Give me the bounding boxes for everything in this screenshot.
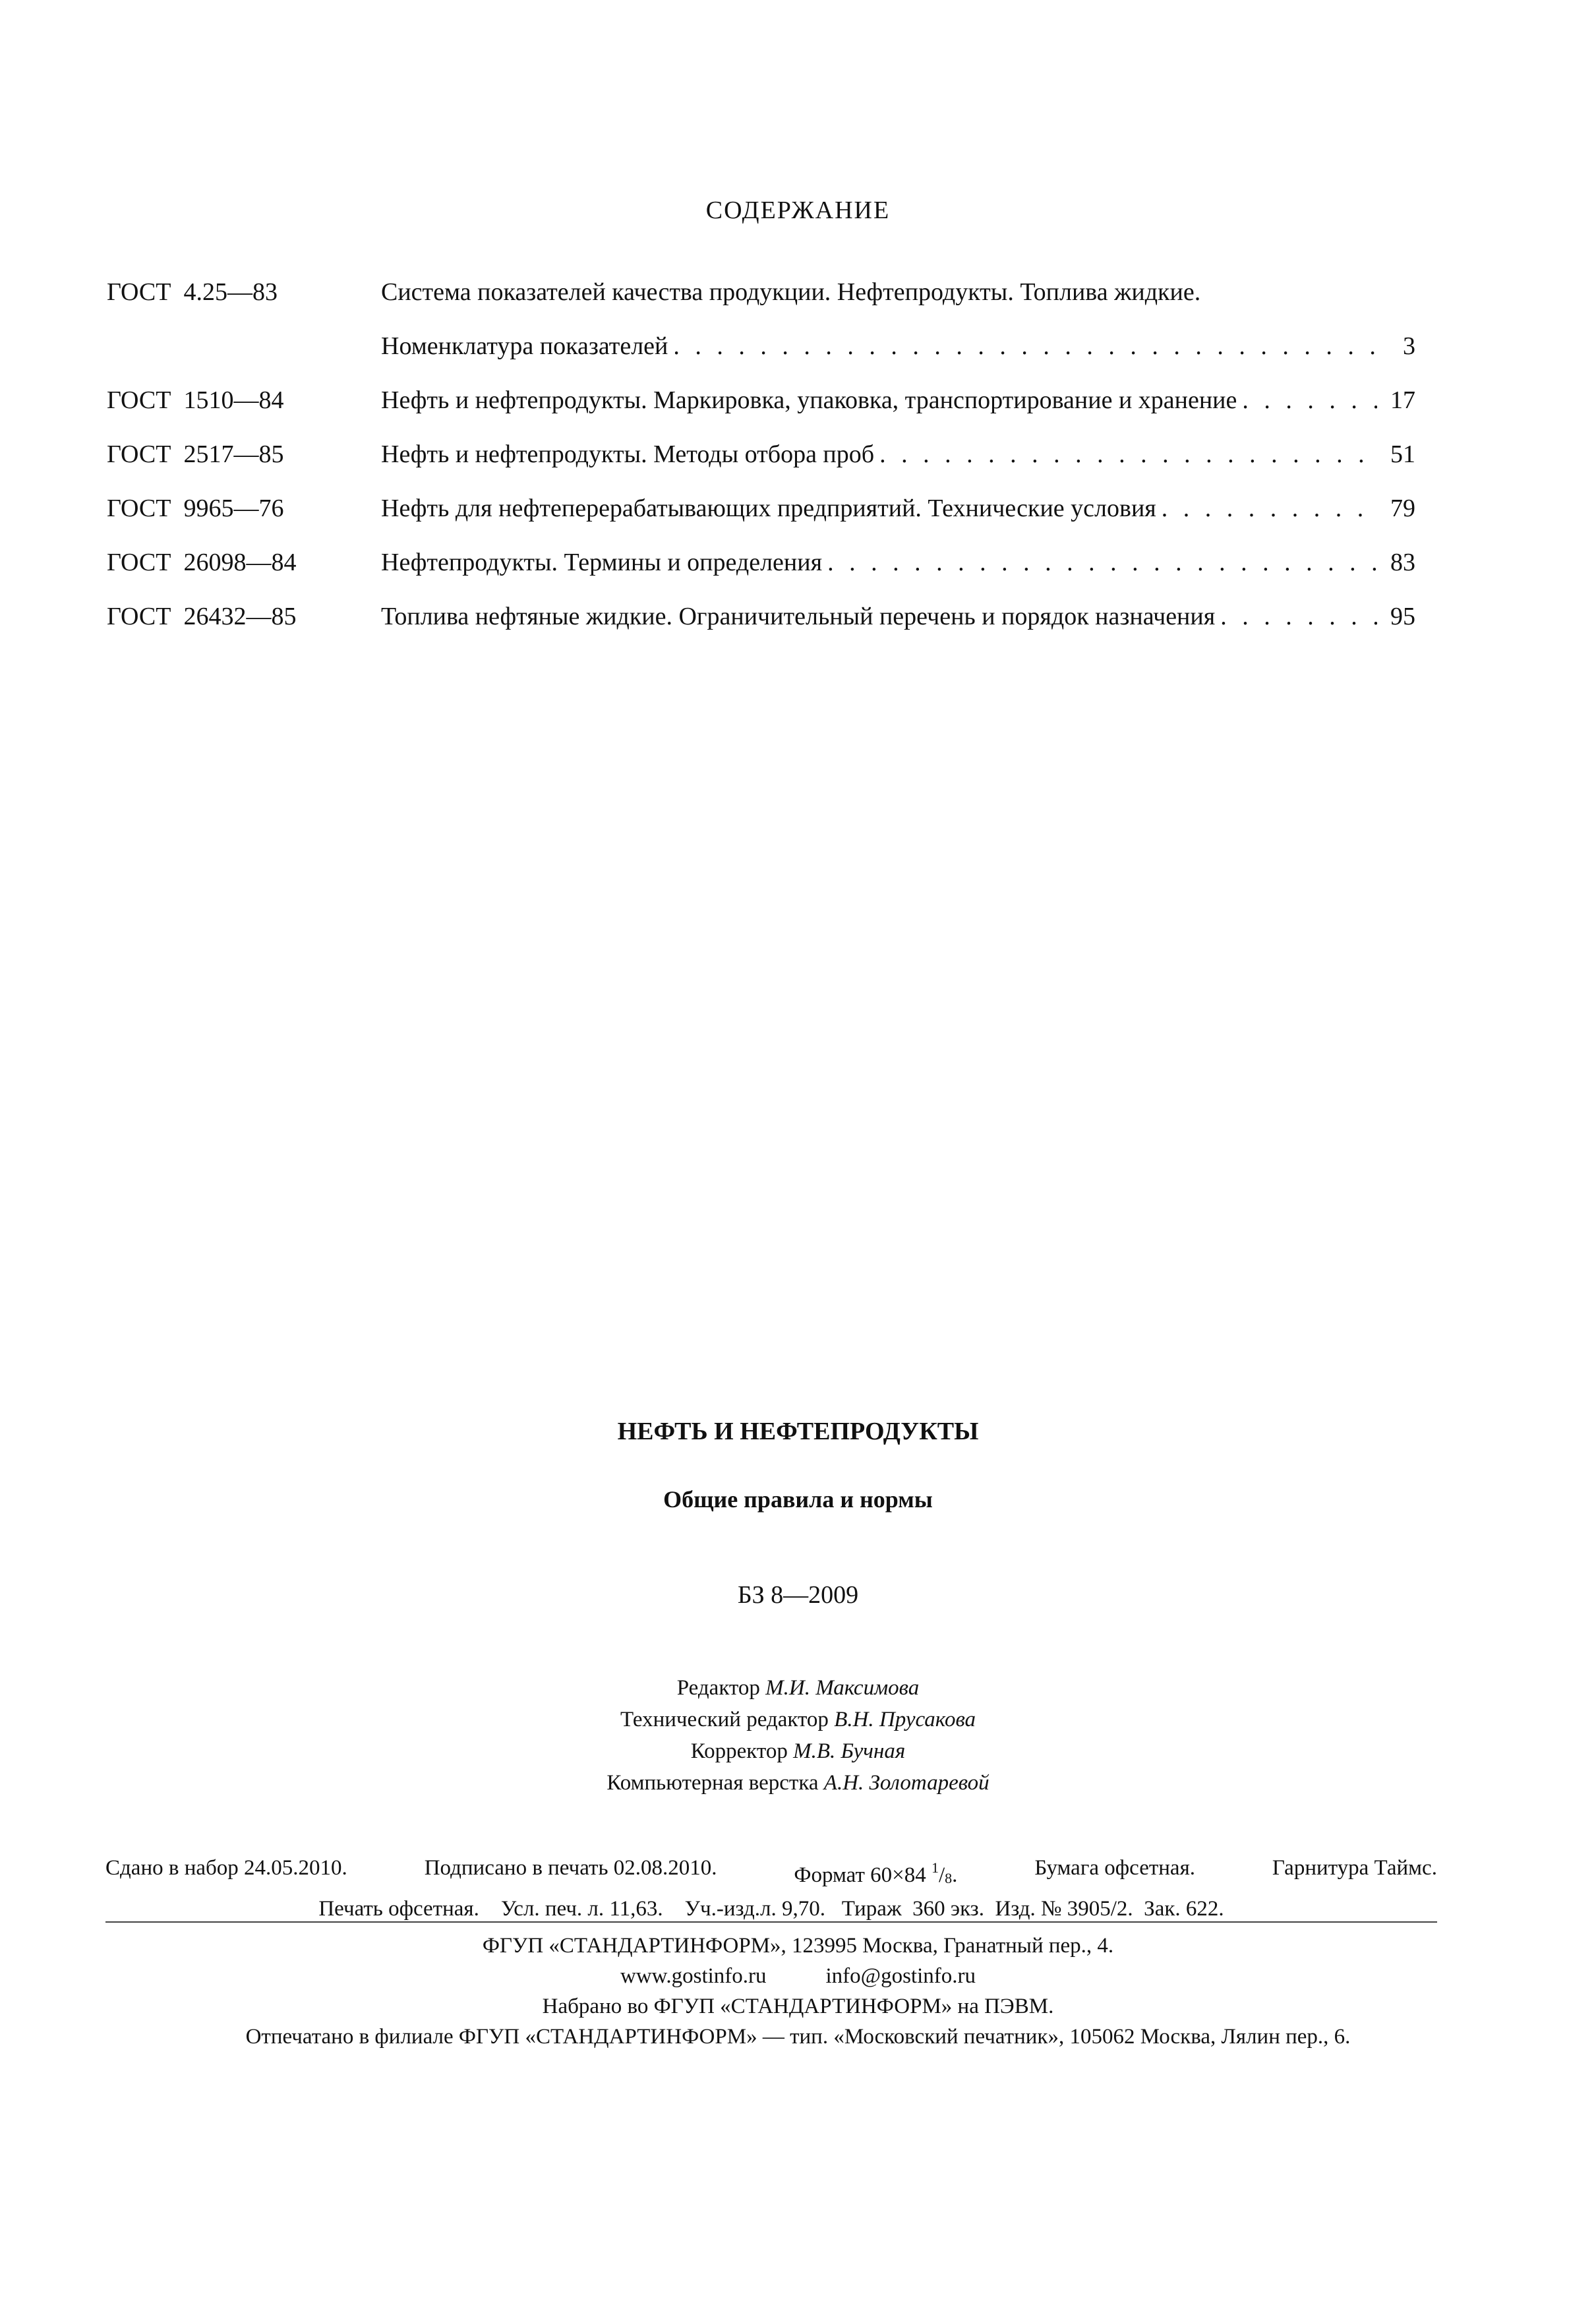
publisher-address: ФГУП «СТАНДАРТИНФОРМ», 123995 Москва, Гранатный пер., 4. — [482, 1934, 1114, 1958]
credit-name: М.В. Бучная — [793, 1739, 906, 1763]
imprint-line — [105, 1853, 1437, 1894]
toc-entry — [107, 493, 1415, 547]
toc-dot-leader — [673, 331, 1377, 361]
imprint-divider — [105, 1921, 1437, 1923]
publisher-typeset-note: Набрано во ФГУП «СТАНДАРТИНФОРМ» на ПЭВМ. — [542, 1995, 1054, 2018]
credit-name: А.Н. Золотаревой — [823, 1771, 990, 1795]
toc-entry-page: 79 — [1390, 495, 1415, 522]
publisher-contacts — [0, 1961, 1596, 1991]
toc-dot-leader — [827, 547, 1377, 578]
credit-name: М.И. Максимова — [765, 1676, 920, 1700]
toc-entry-code: ГОСТ 2517—85 — [107, 440, 284, 468]
credit-role: Корректор — [690, 1739, 788, 1763]
credit-role: Редактор — [676, 1676, 760, 1700]
toc-entry-title: Нефть и нефтепродукты. Методы отбора проб — [381, 440, 875, 468]
toc-entry-title: Нефтепродукты. Термины и определения — [381, 549, 823, 576]
toc-entry — [107, 439, 1415, 493]
toc-title: СОДЕРЖАНИЕ — [705, 196, 891, 224]
toc-entry-code: ГОСТ 26432—85 — [107, 603, 297, 630]
toc-entry-page: 17 — [1390, 386, 1415, 414]
credit-role: Технический редактор — [620, 1708, 829, 1731]
credit-line — [0, 1704, 1596, 1735]
publisher-print-note: Отпечатано в филиале ФГУП «СТАНДАРТИНФОРМ» — тип. «Московский печатник», 105062 Москва, Лялин пер., 6. — [245, 2025, 1351, 2049]
toc-entry — [107, 385, 1415, 439]
toc-entry — [107, 277, 1415, 331]
toc-entry-page: 51 — [1390, 440, 1415, 468]
collection-title: НЕФТЬ И НЕФТЕПРОДУКТЫ — [617, 1418, 979, 1445]
collection-code: БЗ 8—2009 — [737, 1581, 859, 1609]
imprint-typeface: Гарнитура Таймс. — [1272, 1856, 1437, 1880]
toc-entry-page: 95 — [1390, 603, 1415, 630]
imprint-submitted: Сдано в набор 24.05.2010. — [105, 1856, 347, 1880]
credit-line — [0, 1672, 1596, 1704]
toc-entry-title: Номенклатура показателей — [381, 332, 668, 360]
toc-entry — [107, 547, 1415, 601]
toc-entry-code: ГОСТ 9965—76 — [107, 495, 284, 522]
imprint-line: Печать офсетная. Усл. печ. л. 11,63. Уч.-изд.л. 9,70. Тираж 360 экз. Изд. № 3905/2. Зак. 622. — [318, 1897, 1224, 1921]
toc-entry-title: Нефть для нефтеперерабатывающих предприятий. Технические условия — [381, 495, 1156, 522]
toc-entry-title: Топлива нефтяные жидкие. Ограничительный перечень и порядок назначения — [381, 603, 1216, 630]
credits-block — [0, 1672, 1596, 1799]
toc-dot-leader — [879, 439, 1377, 469]
imprint-signed: Подписано в печать 02.08.2010. — [424, 1856, 717, 1880]
toc-entry-title: Система показателей качества продукции. Нефтепродукты. Топлива жидкие. — [381, 278, 1201, 306]
credit-line — [0, 1735, 1596, 1767]
publisher-website-link[interactable]: www.gostinfo.ru — [620, 1964, 767, 1988]
toc-entry — [107, 331, 1415, 385]
credit-line — [0, 1767, 1596, 1799]
toc-entry-code: ГОСТ 26098—84 — [107, 549, 297, 576]
toc-entry-page: 83 — [1390, 549, 1415, 576]
credit-role: Компьютерная верстка — [606, 1771, 819, 1795]
publisher-block — [0, 1931, 1596, 2052]
toc-dot-leader — [1242, 385, 1377, 415]
toc-entry-title: Нефть и нефтепродукты. Маркировка, упаковка, транспортирование и хранение — [381, 386, 1237, 414]
collection-subtitle: Общие правила и нормы — [663, 1486, 933, 1513]
toc-entry-code: ГОСТ 1510—84 — [107, 386, 284, 414]
toc-entry-page: 3 — [1403, 332, 1415, 360]
toc-dot-leader — [1220, 601, 1377, 632]
table-of-contents — [107, 277, 1415, 655]
imprint-paper: Бумага офсетная. — [1034, 1856, 1195, 1880]
publisher-email-link[interactable]: info@gostinfo.ru — [825, 1964, 976, 1988]
imprint-format: Формат 60×84 $^1/_8$. — [794, 1859, 958, 1887]
credit-name: В.Н. Прусакова — [834, 1708, 976, 1731]
toc-entry-code: ГОСТ 4.25—83 — [107, 278, 278, 306]
toc-entry — [107, 601, 1415, 655]
imprint-block — [105, 1853, 1437, 1924]
toc-dot-leader — [1162, 493, 1377, 524]
